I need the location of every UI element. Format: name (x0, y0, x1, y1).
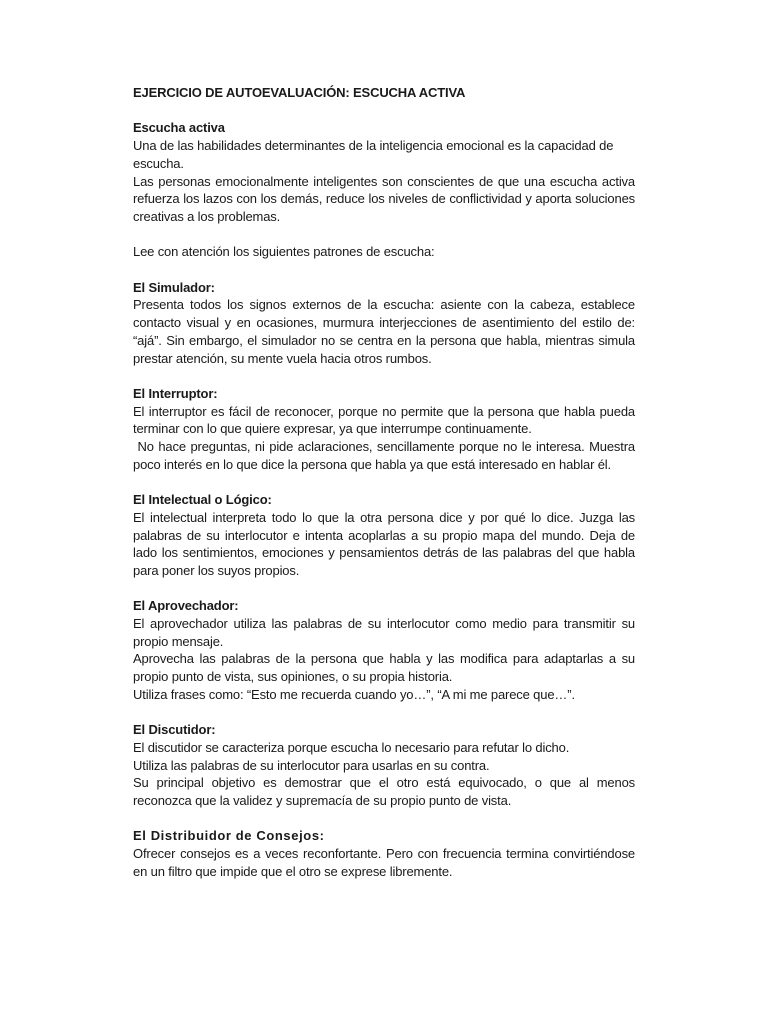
section-lead-in (133, 243, 635, 261)
paragraph: Utiliza las palabras de su interlocutor para usarlas en su contra. (133, 757, 490, 773)
section-escucha-activa (133, 119, 635, 225)
section-heading: El Discutidor: (133, 722, 216, 738)
paragraph: Las personas emocionalmente inteligentes son conscientes de que una escucha activa refuerza los lazos con los demás, reduce los niveles de conflictividad y aporta soluciones creativas a los problemas. (133, 173, 635, 224)
document-title: EJERCICIO DE AUTOEVALUACIÓN: ESCUCHA ACTIVA (133, 85, 466, 100)
document-page (133, 84, 639, 898)
section-discutidor (133, 721, 635, 810)
paragraph: Utiliza frases como: “Esto me recuerda cuando yo…”, “A mi me parece que…”. (133, 686, 575, 702)
paragraph: Lee con atención los siguientes patrones de escucha: (133, 244, 435, 260)
section-heading: El Intelectual o Lógico: (133, 492, 272, 508)
paragraph: No hace preguntas, ni pide aclaraciones, sencillamente porque no le interesa. Muestra poco interés en lo que dice la persona que habla ya que está interesado en hablar él. (133, 439, 639, 472)
paragraph: El discutidor se caracteriza porque escucha lo necesario para refutar lo dicho. (133, 739, 570, 755)
paragraph: Presenta todos los signos externos de la escucha: asiente con la cabeza, establece contacto visual y en ocasiones, murmura interjecciones de asentimiento del estilo de: “ajá”. Sin embargo, el simulador no se centra en la persona que habla, mientras simula prestar atención, su mente vuela hacia otros rumbos. (133, 297, 635, 366)
section-simulador (133, 279, 635, 368)
paragraph: Ofrecer consejos es a veces reconfortante. Pero con frecuencia termina convirtiéndose en un filtro que impide que el otro se exprese libremente. (133, 846, 635, 879)
section-heading: El Interruptor: (133, 385, 218, 401)
paragraph: Aprovecha las palabras de la persona que habla y las modifica para adaptarlas a su propio punto de vista, sus opiniones, o su propia historia. (133, 651, 635, 685)
paragraph: Una de las habilidades determinantes de la inteligencia emocional es la capacidad de escucha. (133, 138, 614, 171)
section-aprovechador (133, 597, 635, 703)
paragraph: El aprovechador utiliza las palabras de su interlocutor como medio para transmitir su propio mensaje. (133, 616, 635, 649)
paragraph: Su principal objetivo es demostrar que el otro está equivocado, o que al menos reconozca que la validez y supremacía de su propio punto de vista. (133, 775, 635, 809)
section-heading: El Aprovechador: (133, 598, 239, 614)
section-heading: El Simulador: (133, 279, 215, 295)
section-heading: El Distribuidor de Consejos: (133, 828, 325, 844)
section-interruptor (133, 385, 639, 474)
paragraph: El intelectual interpreta todo lo que la otra persona dice y por qué lo dice. Juzga las palabras de su interlocutor e intenta acoplarlas a su propio mapa del mundo. Deja de lado los sentimientos, emociones y pensamientos detrás de las palabras del que habla para poner los suyos propios. (133, 509, 635, 578)
section-distribuidor (133, 827, 635, 880)
section-intelectual (133, 491, 635, 580)
paragraph: El interruptor es fácil de reconocer, porque no permite que la persona que habla pueda terminar con lo que quiere expresar, ya que interrumpe continuamente. (133, 403, 635, 437)
section-heading: Escucha activa (133, 120, 225, 136)
